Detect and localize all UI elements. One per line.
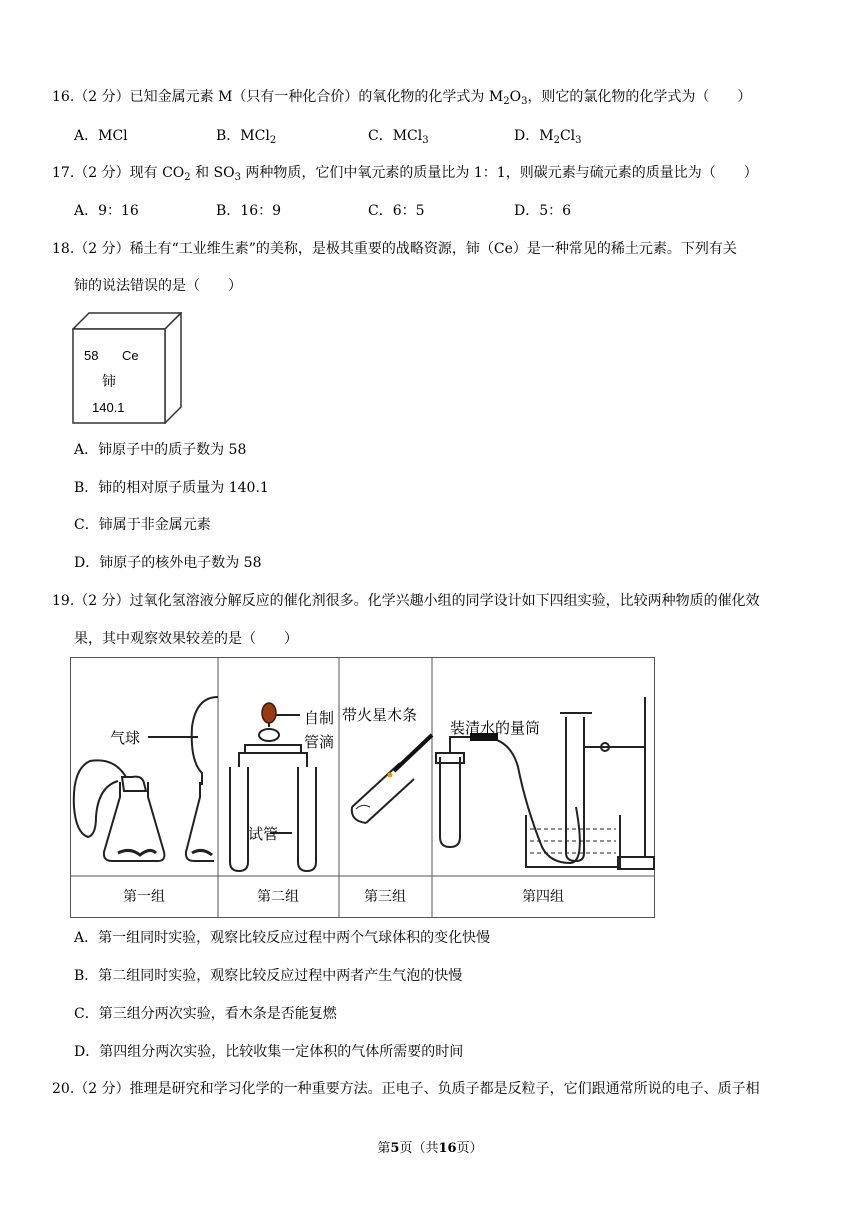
q17-stem: 17.（2 分）现有 $CO_2$ 和 $SO_3$ 两种物质，它们中氧元素的质量比为 1：1，则碳元素与硫元素的质量比为（ ） — [52, 165, 758, 183]
label-test-tube: 试管 — [248, 825, 279, 843]
q18-stem-line1: 18.（2 分）稀土有“工业维生素”的美称，是极其重要的战略资源，铈（Ce）是一种常见的稀土元素。下列有关 — [52, 241, 737, 257]
element-atomic-mass: 140.1 — [92, 400, 125, 415]
q16-option-a: A．MCl — [74, 128, 128, 144]
q19-option-b: B．第二组同时实验，观察比较反应过程中两者产生气泡的快慢 — [74, 968, 463, 984]
group-3-label: 第三组 — [364, 889, 406, 905]
q17-option-b: B．16：9 — [216, 203, 282, 219]
q18-option-a: A．铈原子中的质子数为 58 — [74, 442, 247, 458]
q18-stem-line2: 铈的说法错误的是（ ） — [74, 278, 242, 294]
element-name: 铈 — [102, 374, 116, 390]
q16-stem: 16.（2 分）已知金属元素 M（只有一种化合价）的氧化物的化学式为 $M_2O_3$，则它的氯化物的化学式为（ ） — [52, 89, 752, 107]
element-cell-cerium — [72, 312, 182, 424]
glowing-ember — [388, 773, 393, 778]
group1-apparatus — [74, 697, 218, 861]
label-balloon: 气球 — [110, 729, 141, 747]
q19-option-d: D．第四组分两次实验，比较收集一定体积的气体所需要的时间 — [74, 1044, 464, 1060]
group3-apparatus — [352, 735, 432, 823]
q18-option-c: C．铈属于非金属元素 — [74, 517, 211, 533]
experiment-figure-table — [70, 657, 655, 918]
dropper-bulb — [262, 703, 276, 723]
element-symbol: Ce — [122, 348, 139, 363]
page-footer: 第5页（共16页） — [377, 1141, 483, 1156]
q16-option-c: C．MCl$_3$ — [368, 128, 429, 146]
q19-option-c: C．第三组分两次实验，看木条是否能复燃 — [74, 1006, 337, 1022]
label-cylinder: 装清水的量筒 — [450, 719, 541, 737]
q16-option-d: D．$M_2Cl_3$ — [514, 128, 582, 146]
group-4-label: 第四组 — [522, 889, 564, 905]
element-atomic-number: 58 — [84, 348, 99, 363]
q19-stem-line1: 19.（2 分）过氧化氢溶液分解反应的催化剂很多。化学兴趣小组的同学设计如下四组实验，比较两种物质的催化效 — [52, 593, 760, 609]
q18-option-b: B．铈的相对原子质量为 140.1 — [74, 480, 269, 496]
q17-option-a: A．9：16 — [74, 203, 139, 219]
group-1-label: 第一组 — [123, 889, 165, 905]
q18-option-d: D．铈原子的核外电子数为 58 — [74, 555, 262, 571]
q20-stem-line1: 20.（2 分）推理是研究和学习化学的一种重要方法。正电子、负质子都是反粒子，它们跟通常所说的电子、质子相 — [52, 1081, 760, 1097]
group-2-label: 第二组 — [257, 889, 299, 905]
q19-stem-line2: 果，其中观察效果较差的是（ ） — [74, 631, 298, 647]
q19-option-a: A．第一组同时实验，观察比较反应过程中两个气球体积的变化快慢 — [74, 930, 491, 946]
label-splint: 带火星木条 — [342, 706, 418, 724]
q16-option-b: B．MCl$_2$ — [216, 128, 277, 146]
label-dropper-line2: 管滴 — [304, 733, 335, 751]
label-dropper-line1: 自制 — [304, 709, 335, 727]
q17-option-c: C．6：5 — [368, 203, 425, 219]
q17-option-d: D．5：6 — [514, 203, 572, 219]
